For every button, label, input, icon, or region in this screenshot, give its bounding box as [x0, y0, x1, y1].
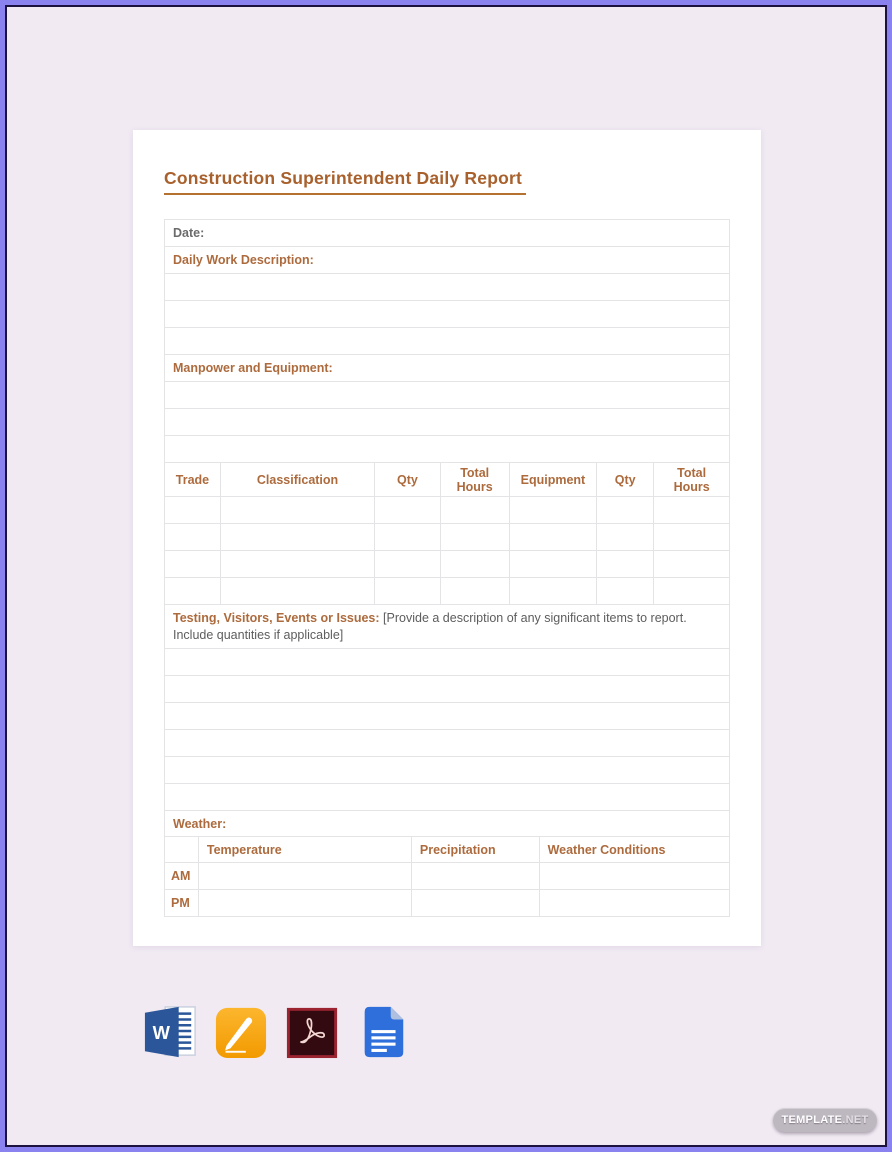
empty-field-cell [165, 274, 730, 301]
weather-table [164, 836, 730, 917]
table-row [165, 497, 730, 524]
empty-field-cell [165, 676, 730, 703]
google-docs-icon[interactable] [356, 1004, 410, 1060]
table-row [165, 757, 730, 784]
testing-hint-text: [Provide a description of any significant items to report. Include quantities if applicable] [173, 610, 687, 642]
empty-field-cell [165, 497, 221, 524]
column-header-total-hours: Total Hours [440, 463, 509, 497]
column-header-weather-conditions: Weather Conditions [539, 837, 729, 863]
table-row [165, 863, 730, 890]
page-background [5, 5, 887, 1147]
empty-field-cell [165, 436, 730, 463]
empty-field-cell [198, 863, 411, 890]
testing-visitors-label: Testing, Visitors, Events or Issues: [173, 610, 380, 625]
column-header-classification: Classification [220, 463, 374, 497]
empty-field-cell [165, 551, 221, 578]
daily-work-description-label: Daily Work Description: [173, 253, 314, 267]
column-header-trade: Trade [165, 463, 221, 497]
svg-text:W: W [152, 1021, 170, 1043]
table-row [165, 811, 730, 837]
empty-field-cell [165, 301, 730, 328]
table-row [165, 524, 730, 551]
weather-label: Weather: [173, 816, 227, 831]
column-header-blank [165, 837, 199, 863]
table-row [165, 649, 730, 676]
table-row [165, 730, 730, 757]
column-header-temperature: Temperature [198, 837, 411, 863]
empty-field-cell [539, 863, 729, 890]
table-row [165, 676, 730, 703]
table-row [165, 578, 730, 605]
table-row [165, 301, 730, 328]
table-row [165, 784, 730, 811]
empty-field-cell [165, 703, 730, 730]
table-row [165, 247, 730, 274]
table-row [165, 703, 730, 730]
empty-field-cell [165, 730, 730, 757]
pages-icon[interactable] [214, 1004, 268, 1060]
column-header-qty-2: Qty [597, 463, 654, 497]
empty-field-cell [165, 524, 221, 551]
am-row-label: AM [171, 869, 191, 883]
table-row [165, 328, 730, 355]
manpower-equipment-label: Manpower and Equipment: [173, 361, 333, 375]
table-row [165, 274, 730, 301]
date-label: Date: [173, 226, 205, 240]
word-icon[interactable] [143, 1004, 197, 1060]
empty-field-cell [411, 863, 539, 890]
table-row [165, 382, 730, 409]
pdf-icon[interactable] [285, 1004, 339, 1060]
table-row [165, 436, 730, 463]
empty-field-cell [165, 784, 730, 811]
document-title: Construction Superintendent Daily Report [164, 168, 526, 195]
templatenet-watermark[interactable] [773, 1108, 877, 1132]
document-preview [133, 130, 761, 946]
column-header-precipitation: Precipitation [411, 837, 539, 863]
table-row [165, 355, 730, 382]
column-header-total-hours-2: Total Hours [654, 463, 730, 497]
pm-row-label: PM [171, 896, 190, 910]
table-row [165, 605, 730, 649]
empty-field-cell [165, 578, 221, 605]
testing-section-table [164, 604, 730, 837]
empty-field-cell [198, 890, 411, 917]
table-row [165, 890, 730, 917]
empty-field-cell [539, 890, 729, 917]
column-header-equipment: Equipment [509, 463, 597, 497]
table-row [165, 409, 730, 436]
empty-field-cell [411, 890, 539, 917]
watermark-tld-text: .NET [842, 1114, 869, 1126]
file-format-row [143, 1004, 410, 1060]
manpower-equipment-table [164, 462, 730, 605]
watermark-brand-text: TEMPLATE [781, 1114, 843, 1126]
empty-field-cell [165, 757, 730, 784]
empty-field-cell [165, 328, 730, 355]
column-header-qty: Qty [375, 463, 441, 497]
table-header-row [165, 463, 730, 497]
table-row [165, 220, 730, 247]
general-info-table [164, 219, 730, 463]
table-row [165, 551, 730, 578]
empty-field-cell [165, 382, 730, 409]
table-header-row [165, 837, 730, 863]
empty-field-cell [165, 649, 730, 676]
empty-field-cell [165, 409, 730, 436]
